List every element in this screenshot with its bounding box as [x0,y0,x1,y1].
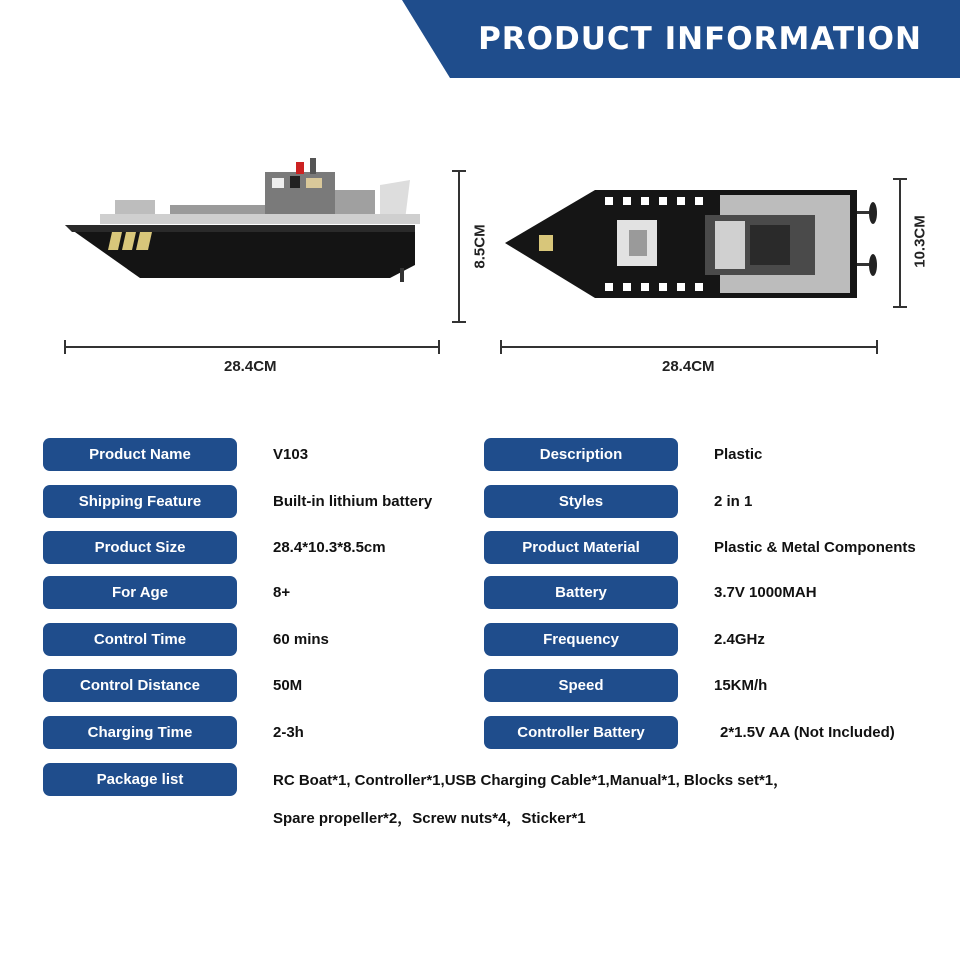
side-height-label: 8.5CM [471,224,489,269]
header-banner [0,0,960,78]
spec-value-battery: 3.7V 1000MAH [714,584,817,601]
side-height-line [458,170,460,323]
spec-label-for-age: For Age [43,576,237,609]
boat-top-view-image [505,185,890,305]
side-length-line [64,346,440,348]
spec-value-for-age: 8+ [273,584,291,601]
top-length-label: 28.4CM [662,358,715,375]
side-length-label: 28.4CM [224,358,277,375]
spec-value-product-material: Plastic & Metal Components [714,539,916,556]
side-length-tick-right [438,340,440,354]
boat-side-view-image [60,150,420,290]
spec-value-styles: 2 in 1 [714,493,753,510]
spec-value-description: Plastic [714,446,763,463]
side-height-tick-top [452,170,466,172]
top-width-tick-top [893,178,907,180]
spec-label-frequency: Frequency [484,623,678,656]
spec-label-product-name: Product Name [43,438,237,471]
top-width-label: 10.3CM [911,215,929,268]
spec-value-charging-time: 2-3h [273,724,304,741]
spec-value-controller-battery: 2*1.5V AA (Not Included) [720,724,895,741]
spec-label-control-time: Control Time [43,623,237,656]
top-width-tick-bottom [893,306,907,308]
spec-label-styles: Styles [484,485,678,518]
spec-label-description: Description [484,438,678,471]
top-width-line [899,178,901,308]
top-length-tick-left [500,340,502,354]
spec-value-product-name: V103 [273,446,309,463]
spec-label-speed: Speed [484,669,678,702]
package-list-line-1: RC Boat*1, Controller*1,USB Charging Cable*1,Manual*1, Blocks set*1， [273,772,789,789]
spec-value-control-time: 60 mins [273,631,329,648]
top-length-line [500,346,878,348]
spec-label-shipping-feature: Shipping Feature [43,485,237,518]
spec-label-control-distance: Control Distance [43,669,237,702]
spec-value-product-size: 28.4*10.3*8.5cm [273,539,386,556]
side-height-tick-bottom [452,321,466,323]
top-length-tick-right [876,340,878,354]
spec-label-product-size: Product Size [43,531,237,564]
spec-value-frequency: 2.4GHz [714,631,765,648]
spec-label-battery: Battery [484,576,678,609]
spec-label-product-material: Product Material [484,531,678,564]
side-length-tick-left [64,340,66,354]
spec-value-shipping-feature: Built-in lithium battery [273,493,433,510]
page-title: PRODUCT INFORMATION [478,21,922,57]
package-list-line-2: Spare propeller*2，Screw nuts*4，Sticker*1 [273,810,586,827]
spec-value-speed: 15KM/h [714,677,768,694]
spec-label-package-list: Package list [43,763,237,796]
spec-label-controller-battery: Controller Battery [484,716,678,749]
spec-value-control-distance: 50M [273,677,303,694]
spec-label-charging-time: Charging Time [43,716,237,749]
